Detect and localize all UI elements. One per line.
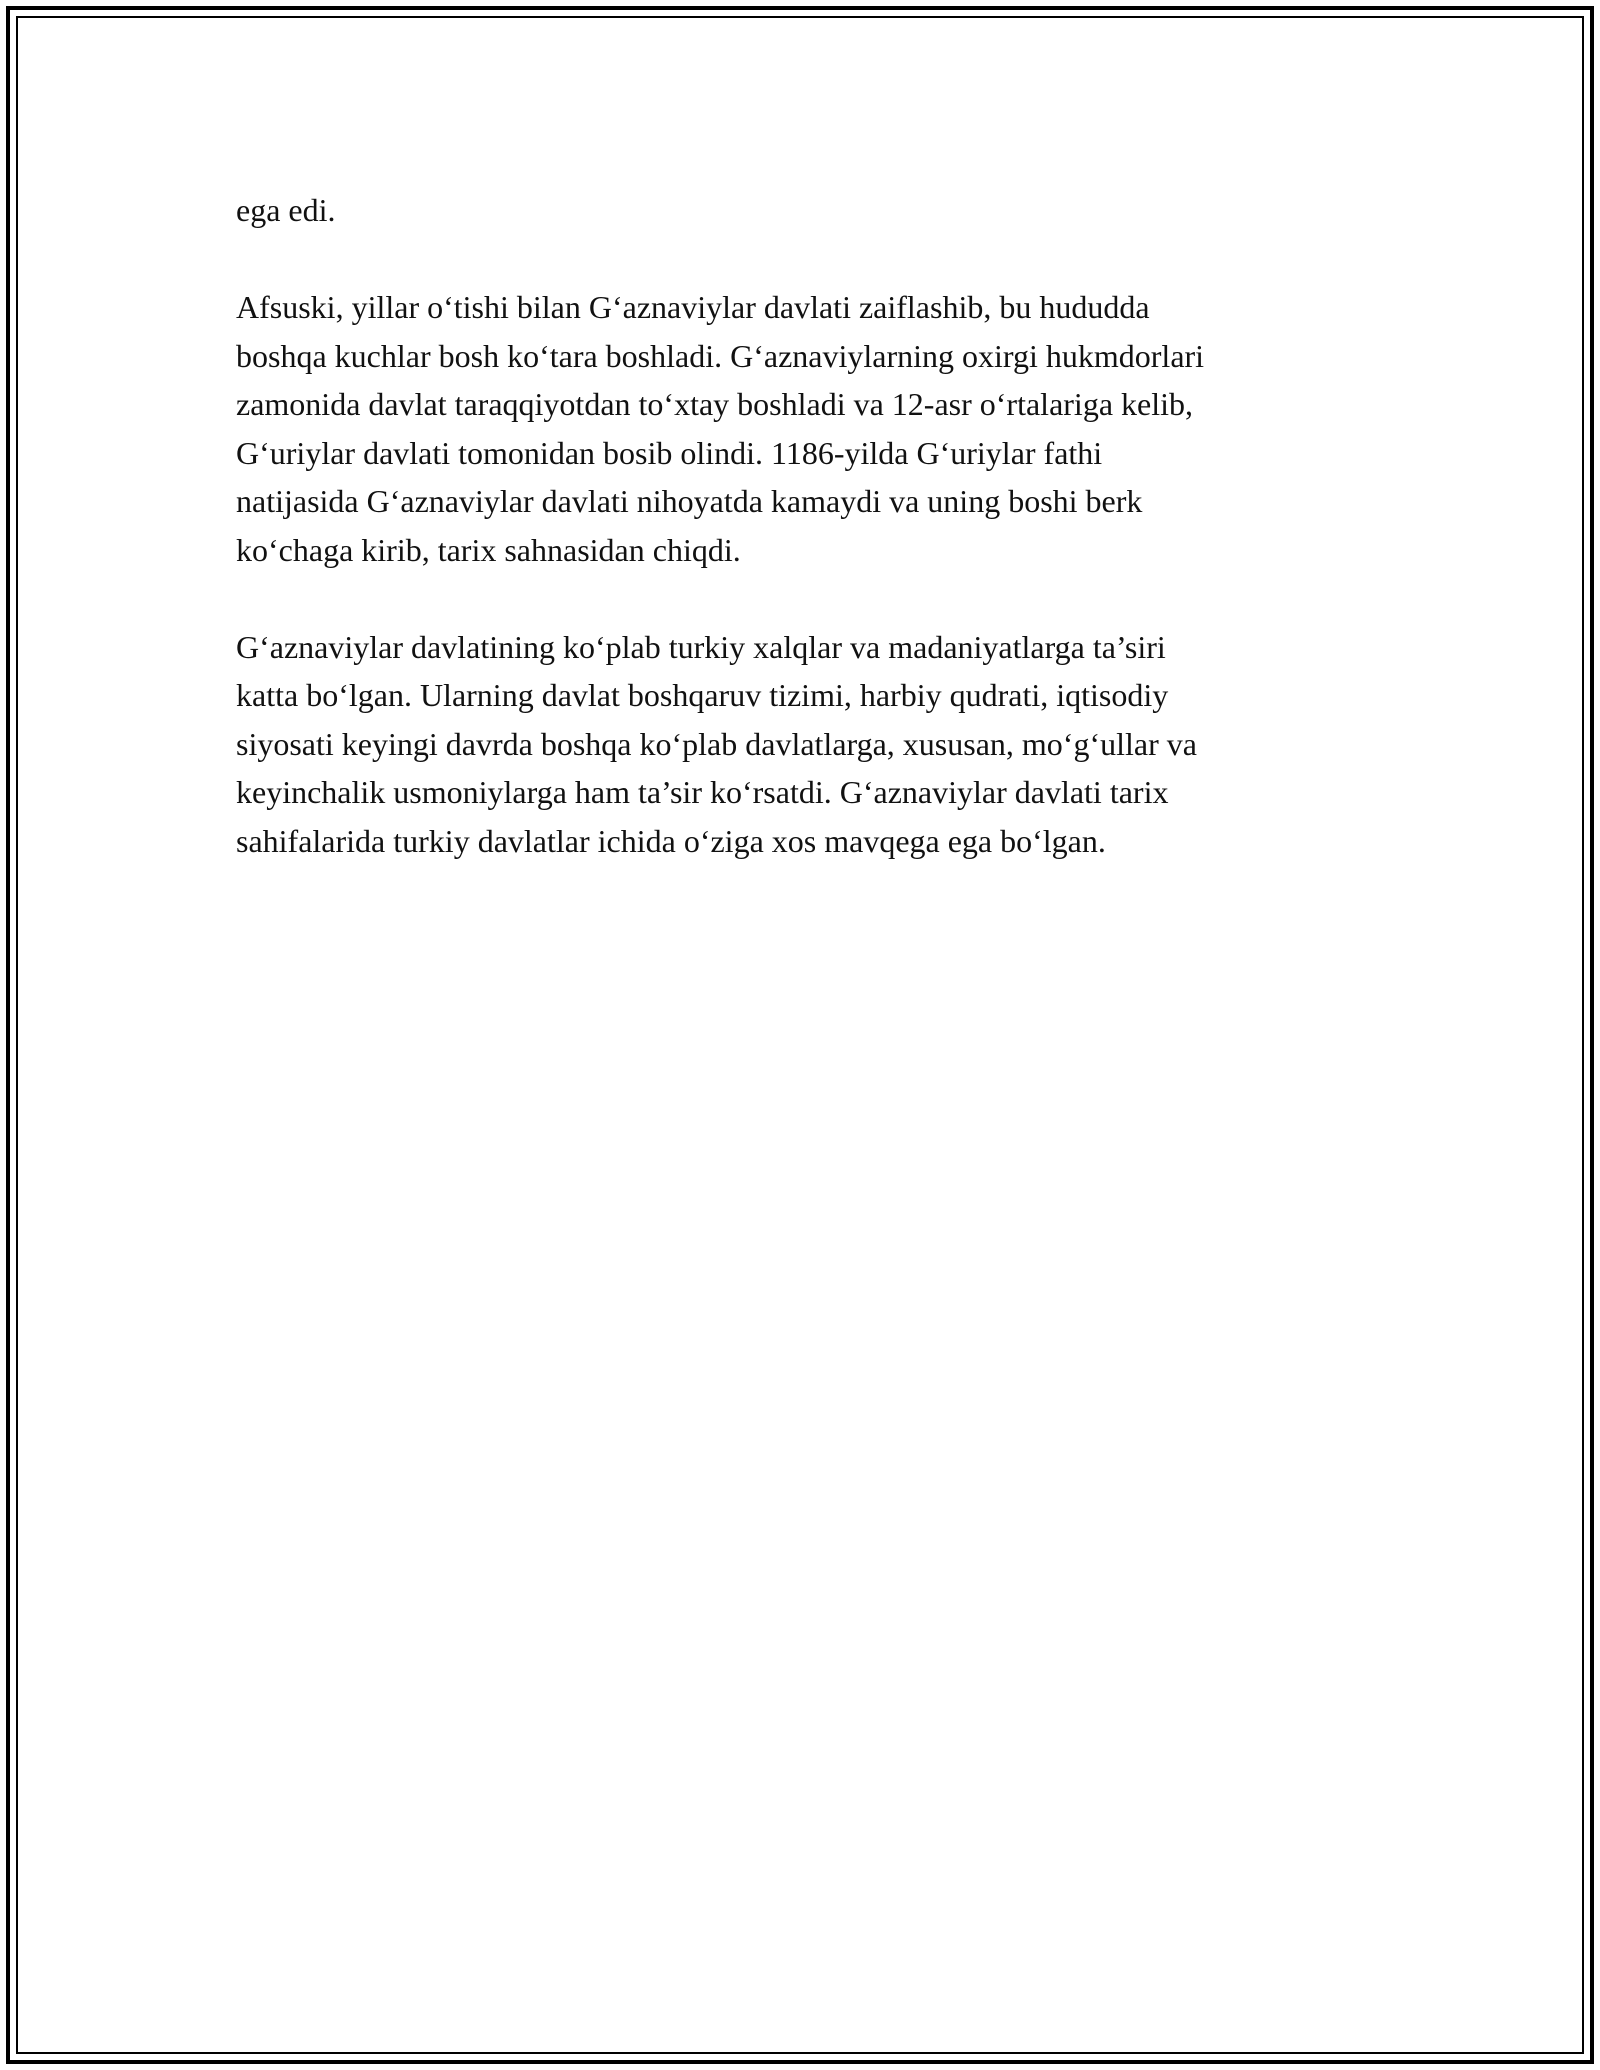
paragraph-1 [236,186,1406,235]
paragraph-line: G‘aznaviylar davlatining ko‘plab turkiy xalqlar va madaniyatlarga ta’siri [236,628,1166,665]
paragraph-3 [236,623,1406,866]
paragraph-2 [236,283,1406,574]
paragraph-line: boshqa kuchlar bosh ko‘tara boshladi. G‘aznaviylarning oxirgi hukmdorlari [236,337,1205,374]
paragraph-line: natijasida G‘aznaviylar davlati nihoyatda kamaydi va uning boshi berk [236,483,1143,519]
paragraph-line: ko‘chaga kirib, tarix sahnasidan chiqdi. [236,531,741,568]
paragraph-line: G‘uriylar davlati tomonidan bosib olindi. 1186-yilda G‘uriylar fathi [236,434,1103,471]
paragraph-line: katta bo‘lgan. Ularning davlat boshqaruv tizimi, harbiy qudrati, iqtisodiy [236,677,1169,713]
document-body [236,186,1406,914]
paragraph-line: siyosati keyingi davrda boshqa ko‘plab davlatlarga, xususan, mo‘g‘ullar va [236,725,1197,762]
paragraph-line: zamonida davlat taraqqiyotdan to‘xtay boshladi va 12-asr o‘rtalariga kelib, [236,386,1193,422]
paragraph-line: ega edi. [236,192,336,228]
paragraph-line: Afsuski, yillar o‘tishi bilan G‘aznaviylar davlati zaiflashib, bu hududda [236,289,1150,325]
paragraph-line: sahifalarida turkiy davlatlar ichida o‘ziga xos mavqega ega bo‘lgan. [236,822,1106,859]
paragraph-line: keyinchalik usmoniylarga ham ta’sir ko‘rsatdi. G‘aznaviylar davlati tarix [236,774,1169,810]
